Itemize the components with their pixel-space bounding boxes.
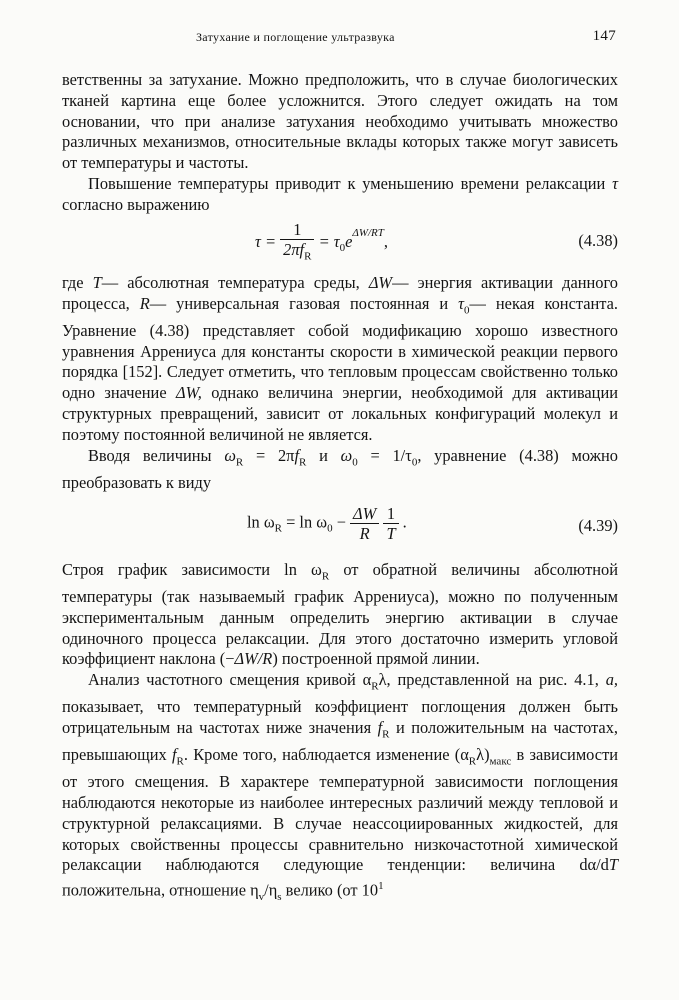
equation-number: (4.38) <box>578 231 618 250</box>
running-header <box>196 30 616 45</box>
paragraph-4: Вводя величины $\omega_R = 2\pi f_R$ и $\omega_0 = 1/\tau_0$, уравнение (4.38) можно преобразовать к виду <box>62 445 618 492</box>
paragraph-1: ветственны за затухание. Можно предположить, что в случае биологических тканей картина еще более усложнится. Этого следует ожидать на том основании, что при анализе затухания необходимо учитывать множество различных механизмов, относительные вклады которых также могут зависеть от температуры и частоты. <box>62 70 618 173</box>
running-title: Затухание и поглощение ультразвука <box>196 30 395 44</box>
text-block-3 <box>62 560 618 908</box>
page-number: 147 <box>592 28 616 44</box>
equation-number: (4.39) <box>578 516 618 535</box>
paragraph-3: где T— абсолютная температура среды, ΔW— энергия активации данного процесса, R— универсальная газовая постоянная и $\tau_0—$ некая константа. Уравнение (4.38) представляет собой модификацию хорошо известного уравнения Аррениуса для константы скорости в химической реакции первого порядка [152]. Следует отметить, что тепловым процессам свойственно только одно значение ΔW, однако величина энергии, необходимой для активации структурных превращений, зависит от локальных конфигураций молекул и поэтому постоянной величиной не является. <box>62 273 618 444</box>
equation-4-38: τ = $\frac{1}{2\pi f_R}$ = $\tau_0e^{\Delta W/RT}$, (4.38) <box>62 220 618 266</box>
paragraph-6: Анализ частотного смещения кривой $\alpha_R\lambda$, представленной на рис. 4.1, а, показывает, что температурный коэффициент поглощения должен быть отрицательным на частотах ниже значения $f_R$ и положительным на частотах, превышающих $f_R$. Кроме того, наблюдается изменение $(\alpha_R\lambda)_{макс}$ в зависимости от этого смещения. В характере температурной зависимости поглощения наблюдаются некоторые из наиболее интересных различий между тепловой и структурной релаксациями. В случае неассоциированных жидкостей, для которых свойственны процессы сравнительно низкочастотной химической релаксации наблюдаются следующие тенденции: величина dα/dT положительна, отношение $\eta_v/\eta_s$ велико (от $10^1$ <box>62 670 618 904</box>
equation-4-39: $\ln \omega_R = \ln \omega_0$ − $\frac{\Delta W}{R}$ $\frac{1}{T}$ . (4.39) <box>247 504 618 543</box>
paragraph-5: Строя график зависимости $\ln \omega_R$ от обратной величины абсолютной температуры (так называемый график Аррениуса), можно по полученным экспериментальным данным определить энергию активации в случае одиночного процесса релаксации. Для этого достаточно измерить угловой коэффициент наклона (−ΔW/R) построенной прямой линии. <box>62 560 618 669</box>
tau-symbol: τ <box>612 173 618 193</box>
fraction: $\frac{1}{T}$ <box>383 504 398 543</box>
fraction: $\frac{1}{2\pi f_R}$ <box>280 220 314 266</box>
fraction: $\frac{\Delta W}{R}$ <box>350 504 379 543</box>
paragraph-2: Повышение температуры приводит к уменьшению времени релаксации τ согласно выражению <box>62 173 618 214</box>
text-block-1 <box>62 70 618 216</box>
text-block-2 <box>62 273 618 494</box>
